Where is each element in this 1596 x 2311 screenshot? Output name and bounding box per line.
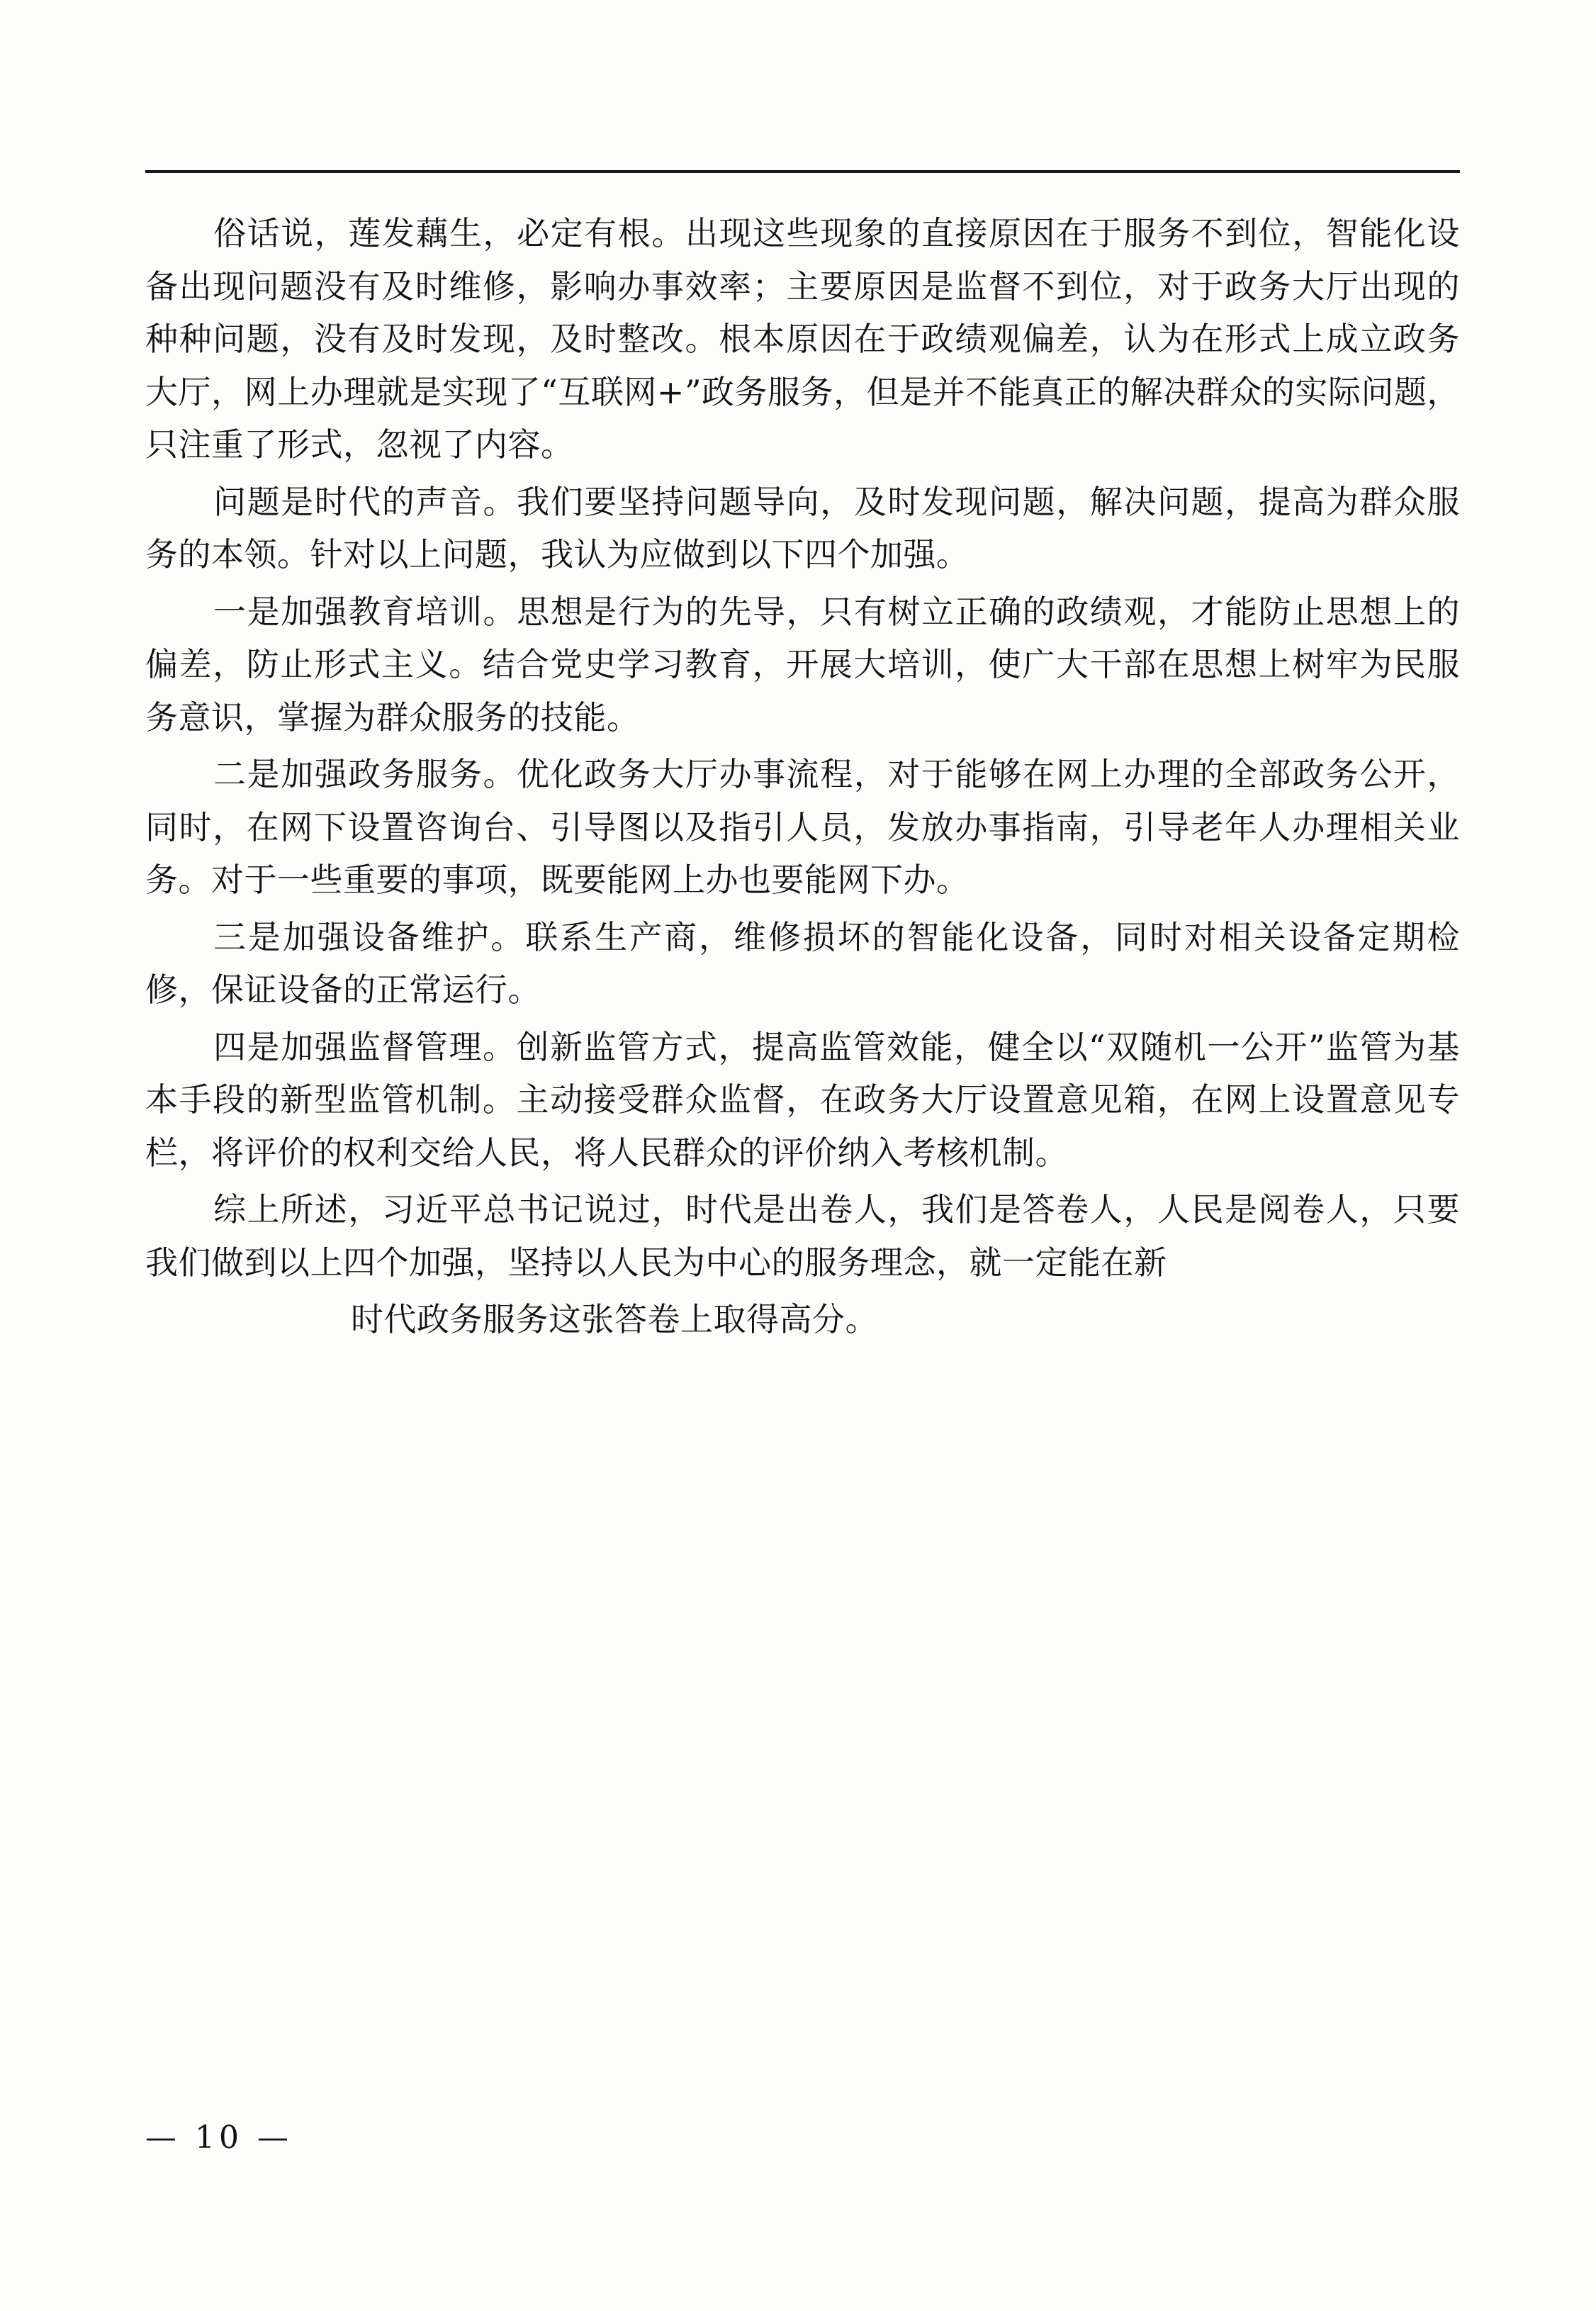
paragraph: 俗话说，莲发藕生，必定有根。出现这些现象的直接原因在于服务不到位，智能化设备出现问题没有及时维修，影响办事效率；主要原因是监督不到位，对于政务大厅出现的种种问题，没有及时发现，及时整改。根本原因在于政绩观偏差，认为在形式上成立政务大厅，网上办理就是实现了“互联网+”政务服务，但是并不能真正的解决群众的实际问题，只注重了形式，忽视了内容。 (145, 214, 1460, 464)
paragraph: 问题是时代的声音。我们要坚持问题导向，及时发现问题，解决问题，提高为群众服务的本领。针对以上问题，我认为应做到以下四个加强。 (145, 482, 1460, 574)
paragraph: 综上所述，习近平总书记说过，时代是出卷人，我们是答卷人，人民是阅卷人，只要我们做到以上四个加强，坚持以人民为中心的服务理念，就一定能在新 (145, 1190, 1460, 1282)
paragraph: 二是加强政务服务。优化政务大厅办事流程，对于能够在网上办理的全部政务公开，同时，在网下设置咨询台、引导图以及指引人员，发放办事指南，引导老年人办理相关业务。对于一些重要的事项，既要能网上办也要能网下办。 (145, 755, 1460, 900)
page-number: — 10 — (145, 2120, 293, 2156)
header-rule (145, 170, 1460, 173)
paragraph: 一是加强教育培训。思想是行为的先导，只有树立正确的政绩观，才能防止思想上的偏差，防止形式主义。结合党史学习教育，开展大培训，使广大干部在思想上树牢为民服务意识，掌握为群众服务的技能。 (145, 592, 1460, 737)
document-body (145, 170, 1460, 1346)
paragraph: 三是加强设备维护。联系生产商，维修损坏的智能化设备，同时对相关设备定期检修，保证设备的正常运行。 (145, 917, 1460, 1009)
paragraph: 四是加强监督管理。创新监管方式，提高监管效能，健全以“双随机一公开”监管为基本手段的新型监管机制。主动接受群众监督，在政务大厅设置意见箱，在网上设置意见专栏，将评价的权利交给人民，将人民群众的评价纳入考核机制。 (145, 1027, 1460, 1172)
closing-line: 时代政务服务这张答卷上取得高分。 (351, 1300, 878, 1339)
